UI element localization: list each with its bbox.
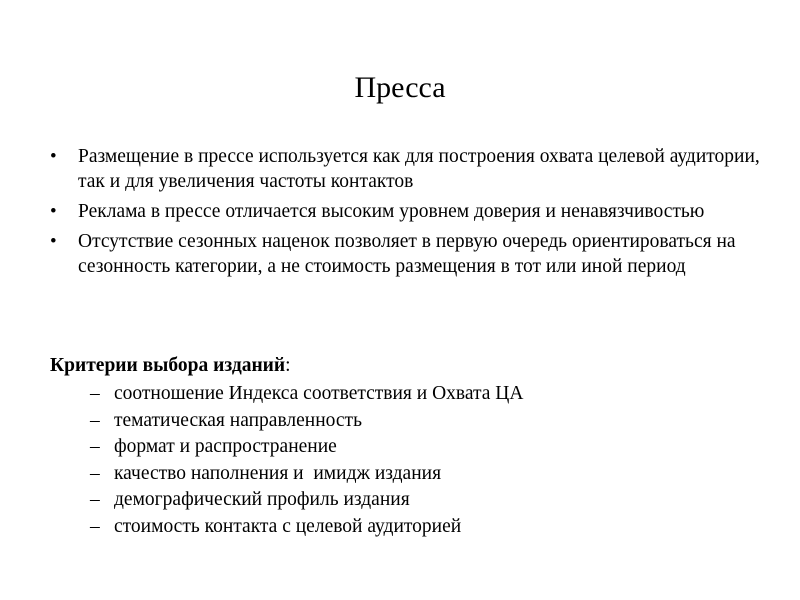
bullet-list	[50, 144, 770, 284]
dash-icon: –	[90, 462, 100, 484]
bullet-icon: •	[50, 201, 57, 222]
bullet-text: Отсутствие сезонных наценок позволяет в первую очередь ориентироваться на сезонность категории, а не стоимость размещения в тот или иной период	[78, 231, 736, 277]
criteria-text: демографический профиль издания	[114, 489, 410, 511]
criteria-heading-text: Критерии выбора изданий	[50, 355, 286, 376]
dash-icon: –	[90, 515, 100, 537]
bullet-item	[50, 199, 770, 224]
criteria-item	[90, 514, 780, 541]
criteria-heading-colon: :	[285, 355, 291, 376]
bullet-icon: •	[50, 231, 57, 252]
criteria-text: качество наполнения и имидж издания	[114, 462, 442, 484]
dash-icon: –	[90, 409, 100, 431]
criteria-item	[90, 434, 780, 461]
criteria-item	[90, 487, 780, 514]
dash-icon: –	[90, 436, 100, 458]
criteria-text: тематическая направленность	[114, 409, 362, 431]
bullet-item	[50, 144, 770, 194]
criteria-text: формат и распространение	[114, 436, 337, 458]
criteria-heading	[50, 353, 291, 379]
criteria-item	[90, 408, 780, 435]
slide-title: Пресса	[354, 71, 446, 104]
dash-icon: –	[90, 383, 100, 404]
bullet-item	[50, 229, 770, 279]
criteria-text: стоимость контакта с целевой аудиторией	[114, 515, 462, 537]
criteria-list	[90, 381, 780, 541]
dash-icon: –	[90, 489, 100, 511]
bullet-text: Реклама в прессе отличается высоким уровнем доверия и ненавязчивостью	[78, 201, 705, 222]
criteria-item	[90, 461, 780, 488]
bullet-text: Размещение в прессе используется как для построения охвата целевой аудитории, так и для увеличения частоты контактов	[78, 146, 760, 192]
criteria-text: соотношение Индекса соответствия и Охвата ЦА	[114, 383, 524, 404]
criteria-item	[90, 381, 780, 408]
bullet-icon: •	[50, 146, 57, 167]
